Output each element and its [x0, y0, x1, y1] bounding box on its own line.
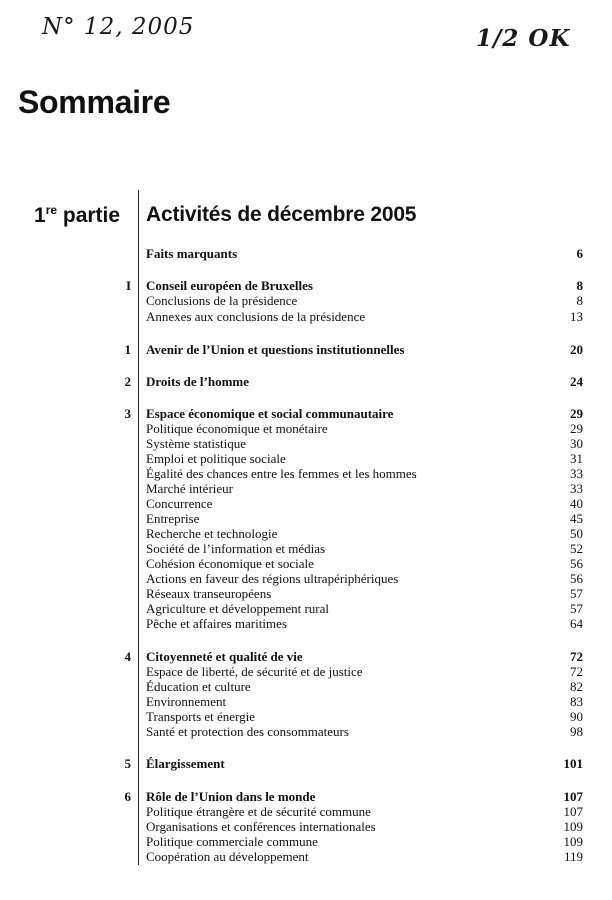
toc-section-number: 2	[124, 374, 131, 389]
toc-page-number: 101	[563, 756, 583, 771]
toc-entry-label: Réseaux transeuropéens	[146, 586, 272, 601]
toc-entry	[0, 556, 612, 571]
toc-page-number: 109	[563, 819, 583, 834]
toc-entry	[0, 541, 612, 556]
toc-entry	[0, 511, 612, 526]
toc-section-number: 4	[124, 649, 131, 664]
toc-page-number: 45	[570, 511, 583, 526]
toc-page-number: 13	[570, 309, 583, 324]
toc-entry-label: Agriculture et développement rural	[146, 601, 330, 616]
toc-section	[0, 406, 612, 421]
toc-entry	[0, 601, 612, 616]
toc-section	[0, 756, 612, 771]
toc-page-number: 83	[570, 694, 583, 709]
toc-entry-label: Égalité des chances entre les femmes et les hommes	[146, 466, 417, 481]
toc-entry	[0, 664, 612, 679]
toc-page-number: 30	[570, 436, 583, 451]
toc-entry-label: Concurrence	[146, 496, 213, 511]
handwritten-check-note: 1/2 OK	[476, 25, 571, 52]
toc-section-number: I	[125, 278, 131, 293]
toc-page-number: 33	[570, 481, 583, 496]
toc-page-number: 109	[563, 834, 583, 849]
toc-entry-label: Citoyenneté et qualité de vie	[146, 649, 303, 664]
toc-page-number: 56	[570, 556, 583, 571]
toc-entry	[0, 616, 612, 631]
part-number: 1	[34, 204, 46, 227]
toc-page-number: 8	[576, 278, 583, 293]
toc-entry-label: Politique étrangère et de sécurité commune	[146, 804, 371, 819]
toc-page-number: 40	[570, 496, 583, 511]
toc-page-number: 50	[570, 526, 583, 541]
toc-page-number: 52	[570, 541, 583, 556]
toc-page-number: 119	[563, 849, 583, 864]
toc-entry	[0, 571, 612, 586]
toc-entry	[0, 834, 612, 849]
toc-entry-label: Emploi et politique sociale	[146, 451, 286, 466]
toc-page-number: 64	[570, 616, 583, 631]
toc-section	[0, 278, 612, 293]
page-title: Sommaire	[18, 84, 171, 120]
toc-entry-label: Environnement	[146, 694, 227, 709]
toc-entry	[0, 496, 612, 511]
toc-entry-label: Politique économique et monétaire	[146, 421, 328, 436]
toc-page-number: 72	[570, 649, 583, 664]
toc-page-number: 56	[570, 571, 583, 586]
part-word: partie	[62, 204, 121, 227]
toc-entry-label: Avenir de l’Union et questions institutionnelles	[146, 342, 405, 357]
toc-entry	[0, 804, 612, 819]
toc-page-number: 31	[570, 451, 583, 466]
toc-entry	[0, 293, 612, 308]
toc-entry	[0, 526, 612, 541]
toc-entry-label: Santé et protection des consommateurs	[146, 724, 349, 739]
toc-entry-label: Actions en faveur des régions ultrapériphériques	[146, 571, 399, 586]
toc-entry-label: Élargissement	[146, 756, 225, 771]
toc-entry	[0, 586, 612, 601]
toc-page-number: 57	[570, 601, 583, 616]
toc-entry-label: Faits marquants	[146, 246, 238, 261]
toc-entry-label: Éducation et culture	[146, 679, 251, 694]
toc-section	[0, 246, 612, 261]
part-number-suffix: re	[45, 203, 58, 217]
toc-page-number: 90	[570, 709, 583, 724]
toc-entry-label: Société de l’information et médias	[146, 541, 326, 556]
toc-entry-label: Annexes aux conclusions de la présidence	[146, 309, 366, 324]
toc-page-number: 20	[570, 342, 583, 357]
toc-page-number: 107	[563, 789, 583, 804]
toc-section-number: 3	[124, 406, 131, 421]
toc-page-number: 98	[570, 724, 583, 739]
toc-entry-label: Entreprise	[146, 511, 200, 526]
toc-page-number: 6	[576, 246, 583, 261]
handwritten-issue-note: N° 12, 2005	[42, 14, 195, 40]
toc-entry-label: Coopération au développement	[146, 849, 309, 864]
toc-page-number: 107	[563, 804, 583, 819]
toc-entry-label: Marché intérieur	[146, 481, 233, 496]
toc-entry-label: Pêche et affaires maritimes	[146, 616, 287, 631]
toc-entry-label: Cohésion économique et sociale	[146, 556, 314, 571]
toc-entry	[0, 451, 612, 466]
toc-section	[0, 342, 612, 357]
toc-section	[0, 649, 612, 664]
toc-entry	[0, 849, 612, 864]
toc-page-number: 82	[570, 679, 583, 694]
toc-page-number: 72	[570, 664, 583, 679]
toc-entry-label: Transports et énergie	[146, 709, 256, 724]
toc-entry	[0, 679, 612, 694]
toc-page-number: 29	[570, 406, 583, 421]
toc-entry-label: Politique commerciale commune	[146, 834, 318, 849]
toc-entry-label: Droits de l’homme	[146, 374, 250, 389]
toc-entry	[0, 724, 612, 739]
toc-entry-label: Conclusions de la présidence	[146, 293, 298, 308]
toc-entry-label: Recherche et technologie	[146, 526, 278, 541]
toc-section-number: 6	[124, 789, 131, 804]
toc-entry-label: Organisations et conférences internationales	[146, 819, 376, 834]
toc-entry	[0, 819, 612, 834]
toc-entry-label: Système statistique	[146, 436, 247, 451]
toc-entry-label: Espace économique et social communautaire	[146, 406, 394, 421]
toc-entry	[0, 309, 612, 324]
part-heading: Activités de décembre 2005	[146, 203, 417, 226]
toc-entry	[0, 421, 612, 436]
toc-section	[0, 374, 612, 389]
toc-page-number: 57	[570, 586, 583, 601]
toc-section	[0, 789, 612, 804]
toc-page-number: 29	[570, 421, 583, 436]
toc-page-number: 33	[570, 466, 583, 481]
toc-entry-label: Rôle de l’Union dans le monde	[146, 789, 316, 804]
toc-entry-label: Conseil européen de Bruxelles	[146, 278, 313, 293]
toc-section-number: 1	[124, 342, 131, 357]
toc-page-number: 8	[576, 293, 583, 308]
toc-entry	[0, 709, 612, 724]
toc-entry	[0, 436, 612, 451]
toc-entry-label: Espace de liberté, de sécurité et de justice	[146, 664, 363, 679]
toc-entry	[0, 694, 612, 709]
toc-entry	[0, 466, 612, 481]
toc-entry	[0, 481, 612, 496]
toc-page-number: 24	[570, 374, 583, 389]
toc-section-number: 5	[124, 756, 131, 771]
